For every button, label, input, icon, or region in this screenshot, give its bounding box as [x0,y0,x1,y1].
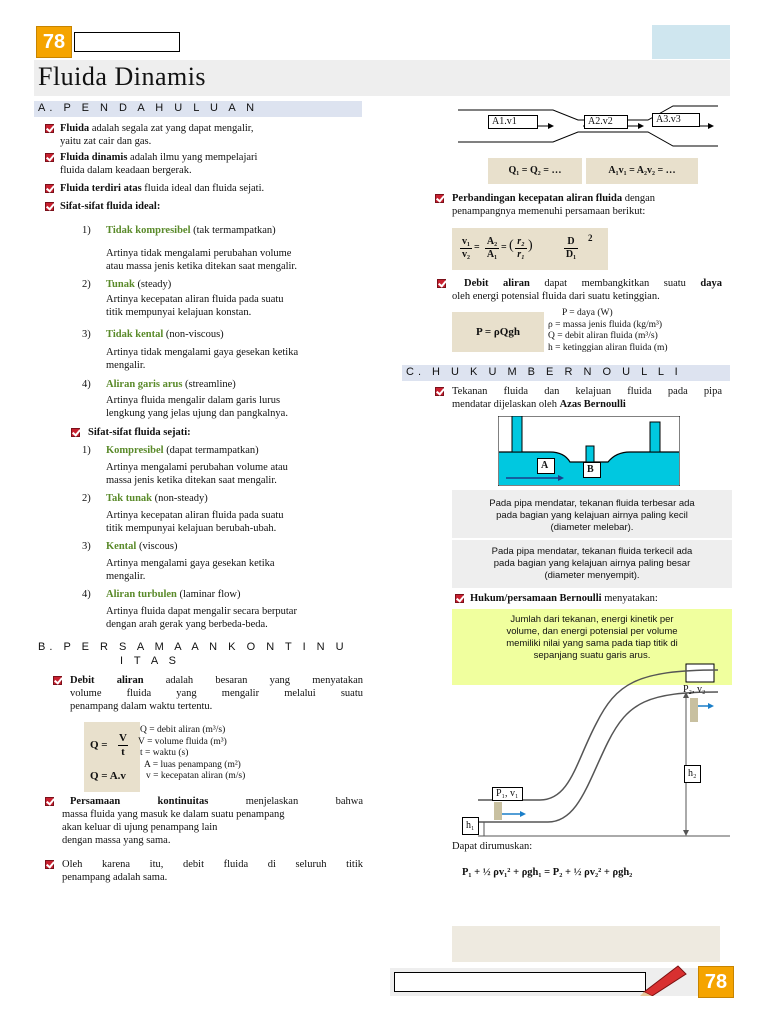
para-hukum: Hukum/persamaan Bernoulli menyatakan: [470,592,658,605]
section-b-heading: B. P E R S A M A A N K O N T I N U I T A S [34,640,362,670]
real-heading: Sifat-sifat fluida sejati: [88,426,191,439]
para-fluida: Fluida adalah segala zat yang dapat mengalir, yaitu zat cair dan gas. [60,122,360,148]
formula-q-av: Q = A.v [90,770,126,782]
bernoulli-equation: P₁ + ½ ρv₁² + ρgh₁ = P₂ + ½ ρv₂² + ρgh₂ [462,867,633,878]
bullet-icon [45,202,54,211]
footer-blank-box [394,972,646,992]
real-item: 4) Aliran turbulen (laminar flow) Artinya fluida dapat mengalir secara berputar dengan arah gerak yang berbeda-beda. [82,589,297,630]
bullet-icon [45,124,54,133]
para-fluida-dinamis: Fluida dinamis adalah ilmu yang mempelajari fluida dalam keadaan bergerak. [60,151,360,177]
bullet-icon [45,153,54,162]
footer-page-number-badge: 78 [698,966,734,998]
para-debit: Debit aliran adalah besaran yang menyatakan volume fluida yang mengalir melalui suatu penampang dalam waktu tertentu. [70,674,363,713]
label-h1: h₁ [462,817,479,835]
debit-legend: Q = debit aliran (m³/s) V = volume fluida (m³) t = waktu (s) A = luas penampang (m²) v = kecepatan aliran (m/s) [138,725,246,781]
ideal-item: 1) Tidak kompresibel (tak termampatkan) Artinya tidak mengalami perubahan volume atau massa jenis ketika ditekan saat mengalir. [82,225,297,272]
power-legend: P = daya (W) ρ = massa jenis fluida (kg/m³) Q = debit aliran fluida (m³/s) h = ketinggian aliran fluida (m) [548,308,668,353]
real-item: 1) Kompresibel (dapat termampatkan) Artinya mengalami perubahan volume atau massa jenis ketika ditekan saat mengalir. [82,445,288,486]
label-a2v2: A2.v2 [584,115,628,129]
section-a-heading: A. P E N D A H U L U A N [34,101,362,117]
label-p1v1: P₁, v₁ [492,787,523,801]
bernoulli-law-box: Jumlah dari tekanan, energi kinetik per volume, dan energi potensial per volume memiliki nilai yang sama pada tiap titik di sepanjang suatu garis arus. [452,609,732,685]
label-a3v3: A3.v3 [652,113,700,127]
ideal-item: 2) Tunak (steady) Artinya kecepatan aliran fluida pada suatu titik mempunyai kelajuan konstan. [82,279,284,318]
header-accent-box [652,25,730,59]
bullet-icon [437,279,446,288]
ideal-item: 3) Tidak kental (non-viscous) Artinya tidak mengalami gaya gesekan ketika mengalir. [82,329,299,371]
dapat-dirumuskan: Dapat dirumuskan: [452,841,533,852]
para-fluida-terdiri: Fluida terdiri atas fluida ideal dan fluida sejati. [60,182,360,195]
label-h2: h₂ [684,765,701,783]
ideal-item: 4) Aliran garis arus (streamline) Artinya fluida mengalir dalam garis lurus lengkung yang jelas ujung dan pangkalnya. [82,379,288,419]
section-c-heading: C. H U K U M B E R N O U L L I [402,365,730,381]
real-item: 2) Tak tunak (non-steady) Artinya kecepatan aliran fluida pada suatu titik mempunyai kelajuan berubah-ubah. [82,493,284,534]
formula-q-vt: Q = V t [90,732,127,758]
bullet-icon [435,194,444,203]
pencil-icon [640,962,692,996]
label-a1v1: A1.v1 [488,115,538,129]
para-kontinuitas: Persamaan kontinuitas menjelaskan bahwa massa fluida yang masuk ke dalam suatu penampang akan keluar di ujung penampang lain dengan massa yang sama. [62,795,363,847]
bullet-icon [45,797,54,806]
bullet-icon [455,594,464,603]
bullet-icon [53,676,62,685]
label-a: A [537,458,555,474]
note-narrowest: Pada pipa mendatar, tekanan fluida terkecil ada pada bagian yang kelajuan airnya paling besar (diameter menyempit). [452,540,732,588]
para-oleh-karena: Oleh karena itu, debit fluida di seluruh titik penampang adalah sama. [62,858,363,884]
blank-box [452,926,720,962]
page-number-badge: 78 [36,26,72,58]
para-perbandingan: Perbandingan kecepatan aliran fluida dengan penampangnya memenuhi persamaan berikut: [452,192,722,218]
real-item: 3) Kental (viscous) Artinya mengalami gaya gesekan ketika mengalir. [82,541,275,582]
continuity-eq2: A₁v₁ = A₂v₂ = … [586,158,698,184]
continuity-eq1: Q₁ = Q₂ = … [488,158,582,184]
bullet-icon [45,860,54,869]
note-widest: Pada pipa mendatar, tekanan fluida terbesar ada pada bagian yang kelajuan airnya paling kecil (diameter melebar). [452,490,732,538]
page-title: Fluida Dinamis [38,62,207,91]
para-tekanan: Tekanan fluida dan kelajuan fluida pada pipa mendatar dijelaskan oleh Azas Bernoulli [452,385,722,411]
bullet-icon [435,387,444,396]
power-formula: P = ρQgh [452,312,544,352]
para-daya: Debit aliran dapat membangkitkan suatu daya oleh energi potensial fluida dari suatu ketinggian. [452,277,722,303]
header-blank-box [74,32,180,52]
label-b: B [583,462,601,478]
label-p2v2: P₂, v₂ [683,684,706,695]
ideal-heading: Sifat-sifat fluida ideal: [60,200,160,213]
bullet-icon [71,428,80,437]
bullet-icon [45,184,54,193]
